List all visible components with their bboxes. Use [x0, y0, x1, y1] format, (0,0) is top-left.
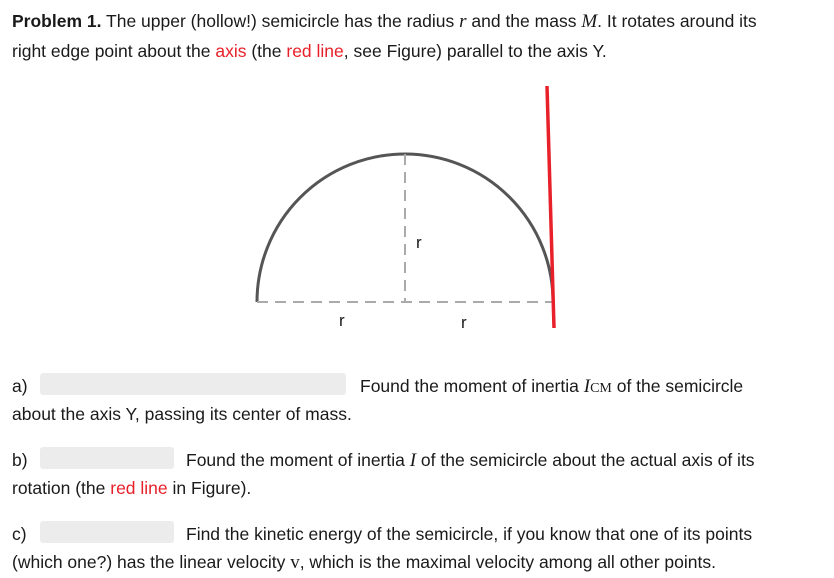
left-radius-label: r — [339, 311, 345, 330]
part-c-label: c) — [12, 524, 27, 544]
semicircle-figure — [240, 78, 570, 338]
radius-symbol: r — [459, 11, 467, 32]
inertia-symbol-a: I — [583, 376, 591, 397]
part-b-continuation — [12, 477, 251, 499]
part-b-text-b: of the semicircle about the actual axis of its — [416, 450, 755, 470]
vertical-radius-label: r — [416, 233, 422, 252]
redacted-answer-b — [40, 447, 174, 469]
part-a-label: a) — [12, 376, 28, 396]
right-radius-label: r — [461, 313, 467, 332]
problem-intro-line-2 — [12, 40, 607, 62]
part-b-cont-b: in Figure). — [167, 478, 252, 498]
intro-text-2b: (the — [246, 41, 287, 61]
part-b-text — [186, 449, 755, 472]
part-c-continuation — [12, 551, 716, 574]
part-c-cont-b: , which is the maximal velocity among all other points. — [299, 552, 716, 572]
intro-text-2a: right edge point about the — [12, 41, 216, 61]
redacted-answer-a — [40, 373, 346, 395]
velocity-symbol: v — [290, 552, 300, 573]
redacted-answer-c — [40, 521, 174, 543]
part-a-text-a: Found the moment of inertia — [360, 376, 584, 396]
rotation-axis-red-line — [547, 86, 554, 328]
part-b-cont-a: rotation (the — [12, 478, 111, 498]
problem-intro-line-1 — [12, 10, 757, 33]
intro-text-1a: The upper (hollow!) semicircle has the radius — [101, 11, 460, 31]
part-c-text: Find the kinetic energy of the semicircle, if you know that one of its points — [186, 524, 753, 544]
part-b-label: b) — [12, 450, 28, 470]
inertia-symbol-b: I — [409, 450, 417, 471]
intro-text-2c: , see Figure) parallel to the axis Y. — [343, 41, 607, 61]
part-a-text-b: of the semicircle — [611, 376, 744, 396]
cm-subscript: CM — [590, 381, 612, 396]
red-line-text: red line — [286, 41, 344, 61]
problem-title: Problem 1. — [12, 11, 102, 31]
part-c-cont-a: (which one?) has the linear velocity — [12, 552, 291, 572]
part-a-continuation: about the axis Y, passing its center of mass. — [12, 404, 352, 424]
intro-text-1c: . It rotates around its — [597, 11, 757, 31]
part-b-red-line-text: red line — [110, 478, 168, 498]
axis-word: axis — [215, 41, 247, 61]
part-b-text-a: Found the moment of inertia — [186, 450, 410, 470]
mass-symbol: M — [581, 11, 598, 32]
intro-text-1b: and the mass — [466, 11, 582, 31]
part-a-text — [360, 375, 743, 400]
